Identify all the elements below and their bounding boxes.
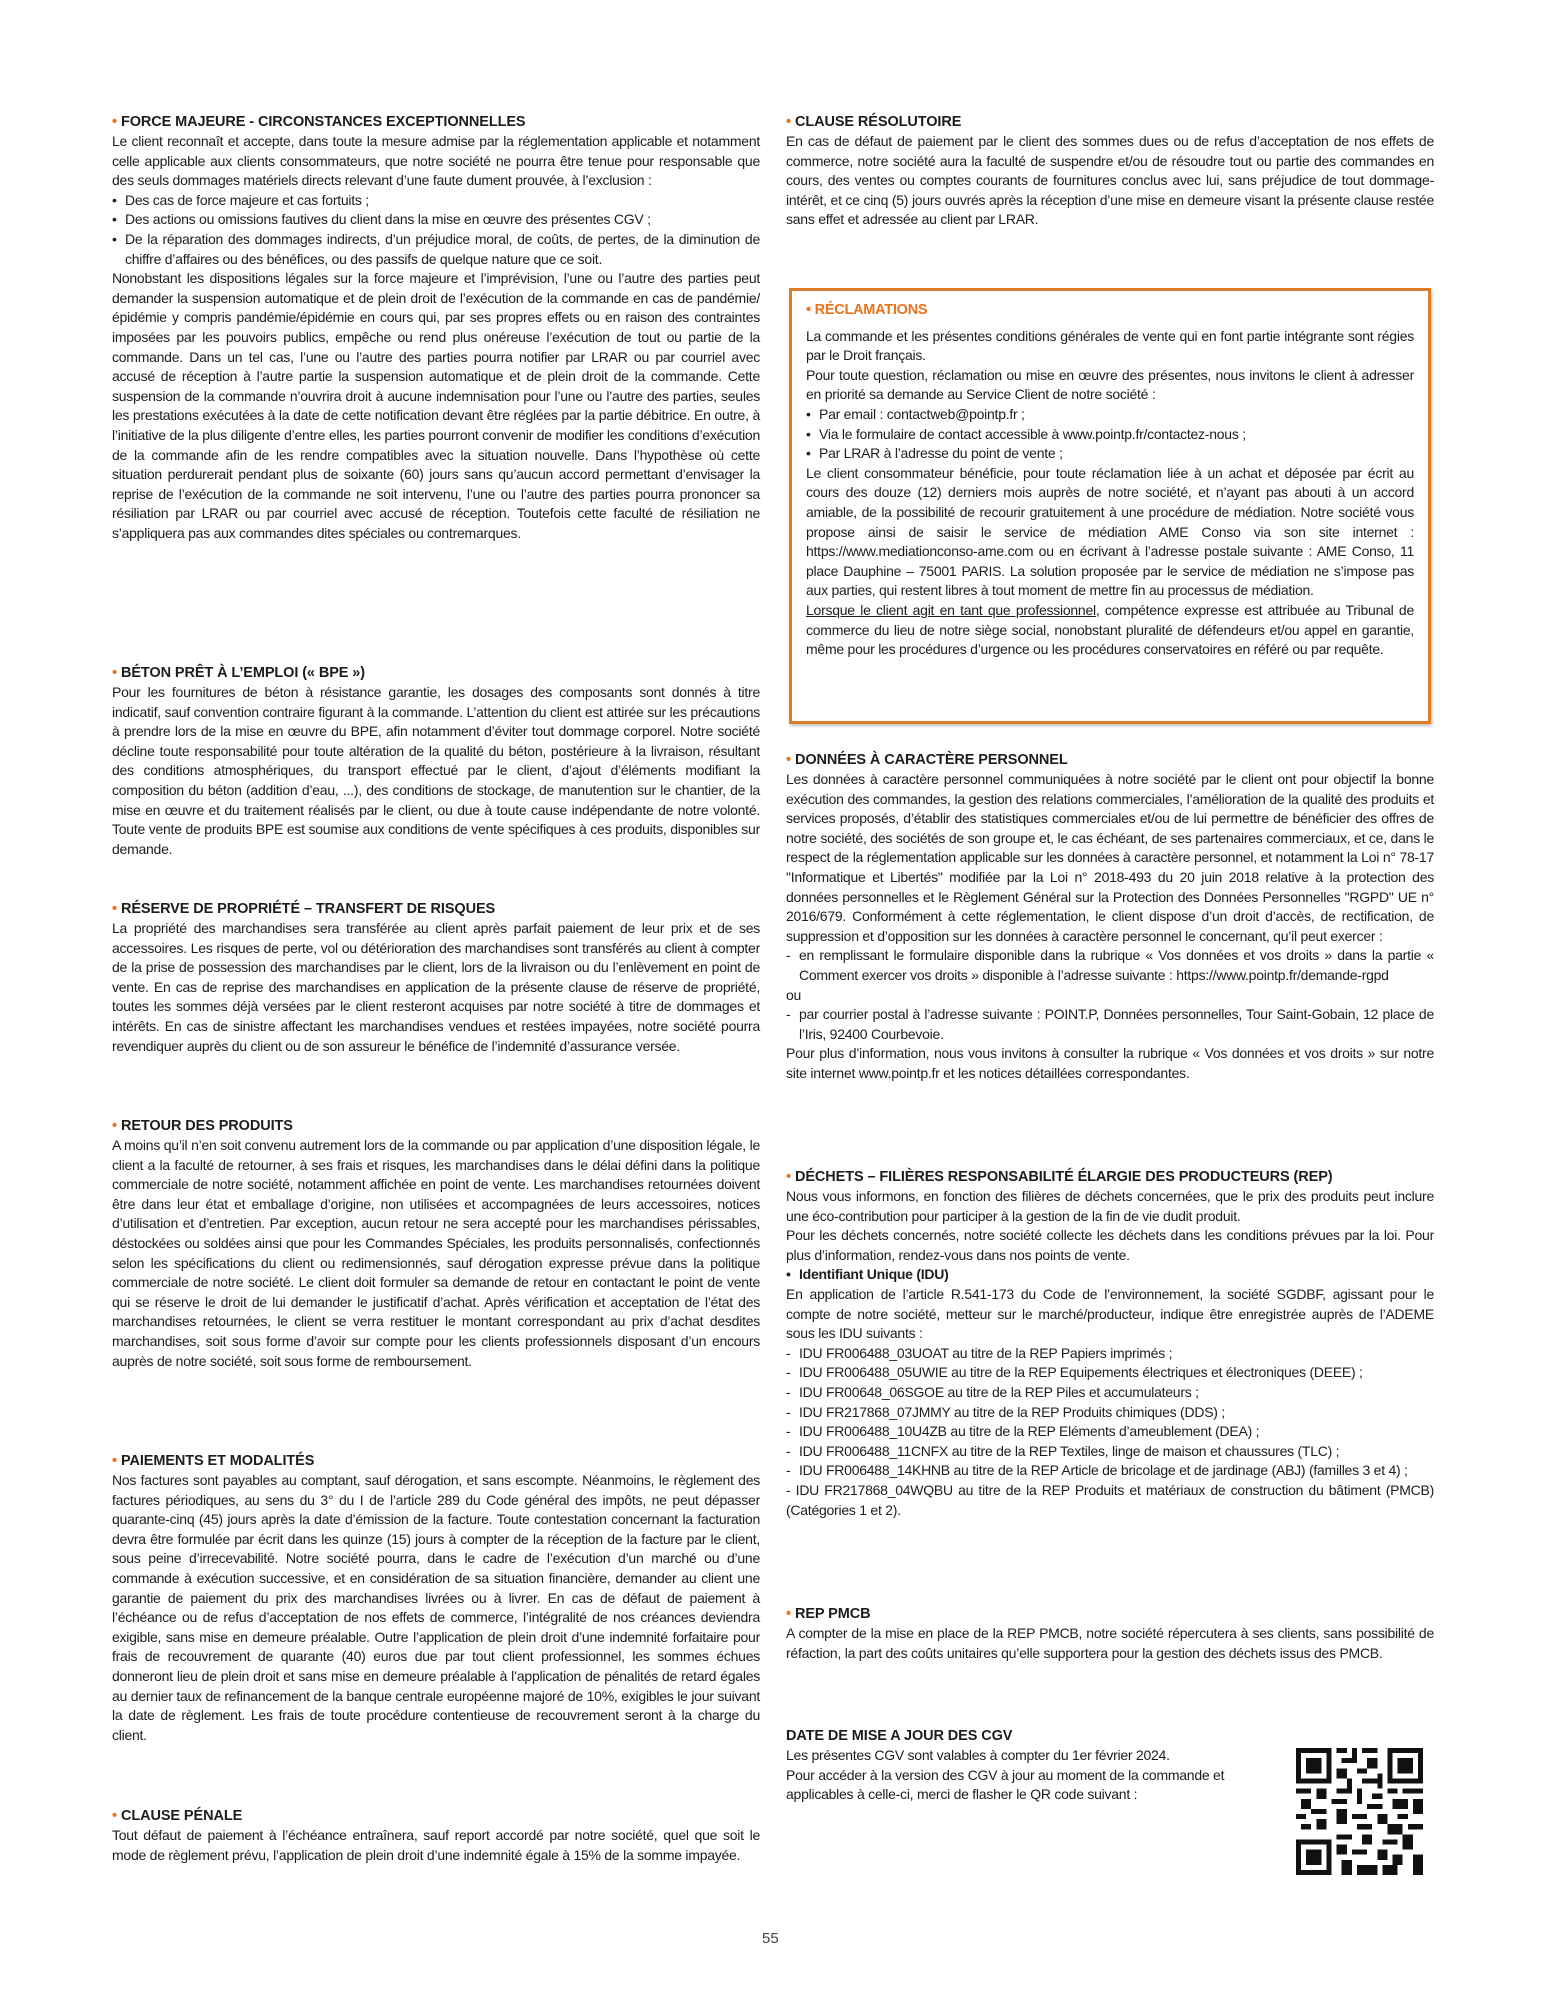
section-heading: DATE DE MISE A JOUR DES CGV [786,1728,1013,1744]
heading-text: RETOUR DES PRODUITS [120,1118,293,1134]
heading-text: FORCE MAJEURE - CIRCONSTANCES EXCEPTIONNELLES [120,114,526,130]
section-heading [786,1167,1434,1187]
section-donnees-personnelles [786,750,1434,1084]
or-text: ou [786,986,802,1003]
section-force-majeure [112,112,760,543]
section-heading [786,1604,1434,1624]
heading-text: RÉSERVE DE PROPRIÉTÉ – TRANSFERT DE RISQUES [120,901,496,917]
section-heading [786,112,1434,132]
section-dechets [786,1167,1434,1520]
paragraph: Pour les fournitures de béton à résistance garantie, les dosages des composants sont donnés à titre indicatif, sauf convention contraire figurant à la commande. L’attention du client est attirée sur les précautions à prendre lors de la mise en œuvre du BPE, afin notamment d’éviter tout dommage corporel. Notre société décline toute responsabilité pour toute altération de la qualité du béton, postérieure à la livraison, résultant des conditions atmosphériques, du transport effectué par le client, d’ajout d’éléments modifiant la composition du béton (addition d’eau, ...), des conditions de stockage, de manutention sur le chantier, de la mise en œuvre et du traitement réalisés par le client, ou due à toute cause indépendante de notre volonté. Toute vente de produits BPE est soumise aux conditions de vente spécifiques à ces produits, disponibles sur demande. [112,684,760,857]
page-number: 55 [762,1930,779,1947]
list-item: • De la réparation des dommages indirects, d’un préjudice moral, de coûts, de pertes, de la diminution de chiffre d’affaires ou des bénéfices, ou des passifs de quelque nature que ce soit. [112,230,760,269]
section-beton [112,663,760,859]
heading-text: RÉCLAMATIONS [814,302,928,318]
paragraph: Nos factures sont payables au comptant, sauf dérogation, et sans escompte. Néanmoins, le règlement des factures périodiques, au sens du 3° du I de l’article 289 du Code général des impôts, ne peut dépasser quarante-cinq (45) jours après la date d’émission de la facture. Toute contestation concernant la facturation devra être formulée par écrit dans les quinze (15) jours à compter de la réception de la facture par le client, sous peine d’irrecevabilité. Notre société pourra, dans le cadre de l’exécution d’un marché ou d’une commande à exécution successive, et en considération de sa situation financière, demander au client une garantie de paiement du prix des marchandises livrées ou à livrer. En cas de défaut de paiement à l’échéance ou de refus d’acceptation de nos effets de commerce, l’intégralité de nos créances deviendra exigible, sans mise en demeure préalable. Outre l’application de plein droit d’une indemnité forfaitaire pour frais de recouvrement de quarante (40) euros due par tout client professionnel, les sommes échues donneront lieu de plein droit et sans mise en demeure préalable à l’application de pénalités de retard égales au dernier taux de refinancement de la banque centrale européenne majoré de 10%, exigibles le jour suivant la date de règlement. Les frais de toute procédure contentieuse de recouvrement seront à la charge du client. [112,1472,760,1743]
paragraph [806,601,1414,660]
heading-text: DÉCHETS – FILIÈRES RESPONSABILITÉ ÉLARGIE DES PRODUCTEURS (REP) [794,1169,1333,1185]
section-heading [786,750,1434,770]
idu-item-last: - IDU FR217868_04WQBU au titre de la REP Produits et matériaux de construction du bâtiment (PMCB) (Catégories 1 et 2). [786,1481,1434,1518]
idu-item: - IDU FR00648_06SGOE au titre de la REP Piles et accumulateurs ; [786,1383,1434,1403]
heading-text: PAIEMENTS ET MODALITÉS [120,1453,315,1469]
underlined-text: Lorsque le client agit en tant que professionnel [806,601,1096,618]
idu-list [786,1344,1434,1481]
bullet-dot-icon: • [112,1453,117,1469]
idu-item: - IDU FR006488_05UWIE au titre de la REP Equipements électriques et électroniques (DEEE) ; [786,1363,1434,1383]
bullet-dot-icon: • [112,1808,117,1824]
contact-list [806,405,1414,464]
list-item: - en remplissant le formulaire disponible dans la rubrique « Vos données et vos droits » dans la partie « Comment exercer vos droits » disponible à l’adresse suivante : https://www.pointp.fr/demande-rgpd [786,946,1434,985]
bullet-dot-icon: • [112,114,117,130]
list-item: • Des actions ou omissions fautives du client dans la mise en œuvre des présentes CGV ; [112,210,760,230]
paragraph: La propriété des marchandises sera transférée au client après parfait paiement de leur prix et de ses accessoires. Les risques de perte, vol ou détérioration des marchandises sont transférés au client à compter de la prise de possession des marchandises par le client, lors de la livraison ou du l’enlèvement en point de vente. En cas de reprise des marchandises en application de la présente clause de réserve de propriété, toutes les sommes déjà versées par le client resteront acquises par notre société à titre de dommages et intérêts. En cas de sinistre affectant les marchandises vendues et restées impayées, notre société pourra revendiquer auprès du client ou de son assureur le bénéfice de l’indemnité d’assurance versée. [112,920,760,1054]
paragraph: La commande et les présentes conditions générales de vente qui en font partie intégrante sont régies par le Droit français. [806,327,1414,364]
section-paiements [112,1451,760,1745]
list-item: • Des cas de force majeure et cas fortuits ; [112,191,760,211]
paragraph: Les données à caractère personnel communiquées à notre société par le client ont pour objectif la bonne exécution des commandes, la gestion des relations commerciales, l’amélioration de la qualité des produits et services proposés, d’établir des statistiques commerciales et/ou de lui permettre de bénéficier des offres de notre société, des sociétés de son groupe et, le cas échéant, de ses partenaires commerciaux, et ce, dans le respect de la réglementation applicable sur les données à caractère personnel, et notamment la Loi n° 78-17 "Informatique et Libertés" modifiée par la Loi n° 2018-493 du 20 juin 2018 relative à la protection des données personnelles et le Règlement Général sur la Protection des Données Personnelles "RGPD" UE n° 2016/679. Conformément à cette réglementation, le client dispose d’un droit d’accès, de rectification, de suppression et d’opposition sur les données à caractère personnel le concernant, qu’il peut exercer : [786,771,1434,944]
paragraph: Tout défaut de paiement à l’échéance entraînera, sauf report accordé par notre société, quel que soit le mode de règlement prévu, l’application de plein droit d’une indemnité égale à 15% de la somme impayée. [112,1827,760,1863]
bullet-dot-icon: • [786,1606,791,1622]
paragraph: En application de l’article R.541-173 du Code de l’environnement, la société SGDBF, agissant pour le compte de notre société, metteur sur le marché/producteur, indique être enregistrée auprès de l’ADEME sous les IDU suivants : [786,1285,1434,1342]
section-date-mise-a-jour [786,1726,1286,1805]
section-clause-resolutoire [786,112,1434,230]
section-retour-produits [112,1116,760,1371]
paragraph: Le client consommateur bénéficie, pour toute réclamation liée à un achat et déposée par écrit au cours des douze (12) derniers mois auprès de notre société, et n’ayant pas abouti à un accord amiable, de la possibilité de recourir gratuitement à une procédure de médiation. Notre société vous propose ainsi de saisir le service de médiation AME Conso via son site internet : https://www.mediationconso-ame.com ou en écrivant à l’adresse postale suivante : AME Conso, 11 place Dauphine – 75001 PARIS. La solution proposée par le service de médiation ne s’impose pas aux parties, qui restent libres à tout moment de mettre fin au processus de médiation. [806,464,1414,599]
bullet-dot-icon: • [112,1118,117,1134]
paragraph: Le client reconnaît et accepte, dans toute la mesure admise par la réglementation applicable et notamment celle applicable aux clients consommateurs, que notre société ne pourra être tenue pour responsable que des seuls dommages matériels directs relevant d’une faute dument prouvée, à l’exclusion : [112,133,760,189]
paragraph: Nonobstant les dispositions légales sur la force majeure et l’imprévision, l’une ou l’autre des parties peut demander la suspension automatique et de plein droit de l’exécution de la commande en cas de pandémie/épidémie y compris pandémie/épidémie en cours qui, par ses propres effets ou en raison des contraintes imposées par les pouvoirs publics, empêche ou rend plus onéreuse l’exécution de tout ou partie de la commande. Dans un tel cas, l’une ou l’autre des parties pourra notifier par LRAR ou par courriel avec accusé de réception à l’autre partie la suspension automatique et de plein droit de la commande. Cette suspension de la commande n’ouvrira droit à aucune indemnisation pour l’une ou l’autre des parties, seules les prestations exécutées à la date de cette notification devant être réglées par la partie débitrice. En outre, à l’initiative de la plus diligente d’entre elles, les parties pourront convenir de modifier les conditions d’exécution de la commande afin de les rendre compatibles avec la situation nouvelle. Dans l’hypothèse où cette situation perdurerait pendant plus de soixante (60) jours sans qu’aucun accord permettant d’envisager la reprise de l’exécution de la commande ne soit intervenu, l’une ou l’autre des parties pourra prononcer sa résiliation par LRAR ou par courriel avec accusé de réception. Toutefois cette faculté de résiliation ne s’appliquera pas aux commandes dites spéciales ou contremarques. [112,270,760,541]
section-heading [112,899,760,919]
reclamations-box [789,288,1431,724]
paragraph: A moins qu’il n’en soit convenu autrement lors de la commande ou par application d’une disposition légale, le client a la faculté de retourner, à ses frais et risques, les marchandises dans le délai défini dans la politique commerciale de notre société, notamment affichée en point de vente. Les marchandises retournées doivent être dans leur état et emballage d’origine, non utilisées et accompagnées de leurs accessoires, notices d’utilisation et d’entretien. Par exception, aucun retour ne sera accepté pour les marchandises périssables, déstockées ou soldées ainsi que pour les Commandes Spéciales, les produits personnalisés, confectionnés selon les spécifications du client ou redimensionnés, sauf dérogation expresse prévue dans la politique commerciale de notre société. Le client doit formuler sa demande de retour en contactant le point de vente qui se réserve le droit de lui demander le justificatif d’achat. Après vérification et acceptation de l’état des marchandises retournées, le client se verra restituer le montant correspondant au prix d’achat desdites marchandises, soit sous forme d’avoir sur compte pour les clients professionnels disposant d’un encours auprès de notre société, soit sous forme de remboursement. [112,1137,760,1369]
heading-text: REP PMCB [794,1606,871,1622]
dash-list [786,946,1434,985]
idu-item: - IDU FR006488_10U4ZB au titre de la REP Eléments d’ameublement (DEA) ; [786,1422,1434,1442]
contact-form-link[interactable]: • Via le formulaire de contact accessible à www.pointp.fr/contactez-nous ; [806,425,1414,445]
bullet-dot-icon: • [786,1169,791,1185]
section-heading [112,112,760,132]
section-rep-pmcb [786,1604,1434,1663]
idu-subheading-list [786,1265,1434,1285]
paragraph-rest: , compétence expresse est attribuée au Tribunal de commerce du lieu de notre siège social, nonobstant pluralité de défendeurs et/ou appel en garantie, même pour les procédures d’urgence ou les procédures conservatoires en référé ou par requête. [806,601,1414,658]
paragraph: Nous vous informons, en fonction des filières de déchets concernées, que le prix des produits peut inclure une éco-contribution pour participer à la gestion de la fin de vie dudit produit. [786,1188,1434,1224]
paragraph: En cas de défaut de paiement par le client des sommes dues ou de refus d’acceptation de nos effets de commerce, notre société aura la faculté de suspendre et/ou de résoudre tout ou partie des commandes en cours, des ventes ou comptes courants de fournitures conclus avec lui, sans préjudice de tout dommage-intérêt, et ce cinq (5) jours ouvrés après la réception d’une mise en demeure visant la présente clause restée sans effet et adressée au client par LRAR. [786,133,1434,228]
paragraph: Les présentes CGV sont valables à compter du 1er février 2024. [786,1747,1170,1763]
idu-item: - IDU FR006488_11CNFX au titre de la REP Textiles, linge de maison et chaussures (TLC) ; [786,1442,1434,1462]
contact-lrar: • Par LRAR à l’adresse du point de vente ; [806,444,1414,464]
qr-code-icon[interactable] [1296,1748,1423,1875]
section-heading [112,1116,760,1136]
section-heading [806,301,1414,321]
bullet-dot-icon: • [786,114,791,130]
bullet-dot-icon: • [112,665,117,681]
section-heading [112,1451,760,1471]
paragraph: Pour accéder à la version des CGV à jour au moment de la commande et applicables à celle-ci, merci de flasher le QR code suivant : [786,1766,1225,1803]
section-heading [112,1806,760,1826]
idu-item: - IDU FR217868_07JMMY au titre de la REP Produits chimiques (DDS) ; [786,1403,1434,1423]
idu-item: - IDU FR006488_03UOAT au titre de la REP Papiers imprimés ; [786,1344,1434,1364]
bullet-dot-icon: • [786,752,791,768]
dash-list [786,1005,1434,1044]
contact-email[interactable]: • Par email : contactweb@pointp.fr ; [806,405,1414,425]
bullet-dot-icon: • [806,302,815,318]
section-reserve-propriete [112,899,760,1056]
paragraph: A compter de la mise en place de la REP PMCB, notre société répercutera à ses clients, sans possibilité de réfaction, la part des coûts unitaires qu’elle supportera pour la gestion des déchets issus des PMCB. [786,1625,1434,1661]
section-clause-penale [112,1806,760,1865]
section-heading [112,663,760,683]
bullet-dot-icon: • [112,901,117,917]
heading-text: CLAUSE PÉNALE [120,1808,243,1824]
bullet-list [112,191,760,269]
paragraph: Pour toute question, réclamation ou mise en œuvre des présentes, nous invitons le client à adresser en priorité sa demande au Service Client de notre société : [806,366,1414,403]
heading-text: CLAUSE RÉSOLUTOIRE [794,114,962,130]
paragraph: Pour plus d’information, nous vous invitons à consulter la rubrique « Vos données et vos droits » sur notre site internet www.pointp.fr et les notices détaillées correspondantes. [786,1045,1434,1081]
list-item: - par courrier postal à l’adresse suivante : POINT.P, Données personnelles, Tour Saint-Gobain, 12 place de l’Iris, 92400 Courbevoie. [786,1005,1434,1044]
heading-text: BÉTON PRÊT À L’EMPLOI (« BPE ») [120,665,365,681]
heading-text: DONNÉES À CARACTÈRE PERSONNEL [794,752,1068,768]
paragraph: Pour les déchets concernés, notre société collecte les déchets dans les conditions prévues par la loi. Pour plus d’information, rendez-vous dans nos points de vente. [786,1227,1434,1263]
idu-item: - IDU FR006488_14KHNB au titre de la REP Article de bricolage et de jardinage (ABJ) (familles 3 et 4) ; [786,1461,1434,1481]
idu-subheading: • Identifiant Unique (IDU) [786,1265,1434,1285]
